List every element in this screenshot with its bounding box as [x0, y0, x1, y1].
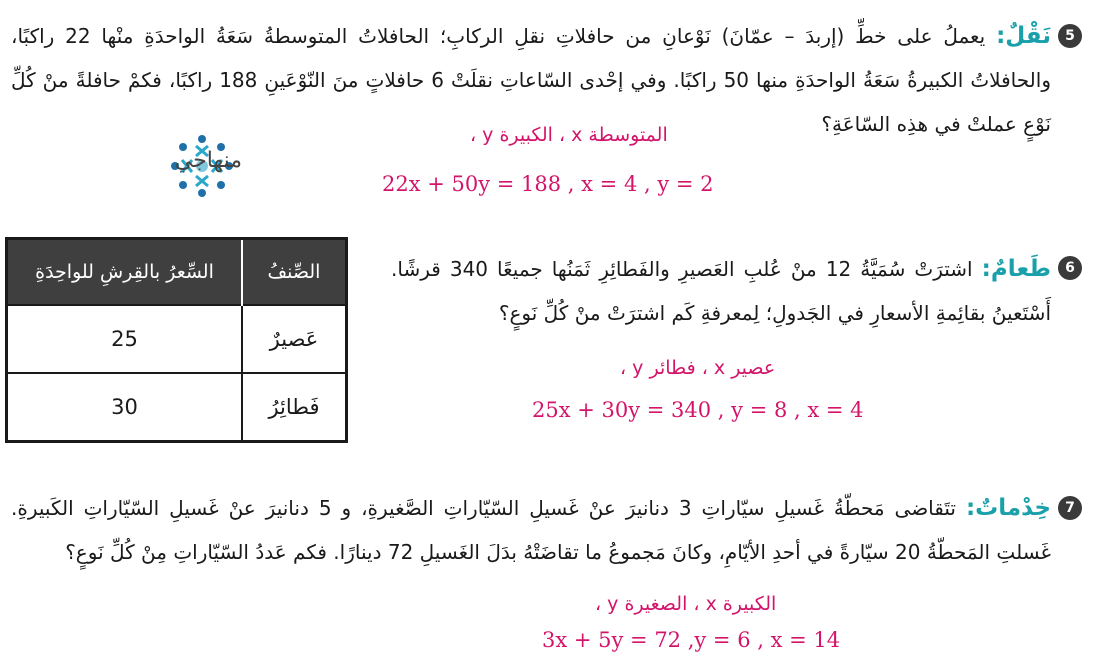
problem-number-badge: 7	[1058, 496, 1082, 520]
problem-6-body: اشترَتْ سُمَيَّةُ 12 منْ عُلبِ العَصيرِ والفَطائِرِ ثَمَنُها جميعًا 340 قرشًا. أَسْتَعينُ بقائِمةِ الأسعارِ في الجَدولِ؛ لِمعرفةِ كَم اشترَتْ منْ كُلِّ نَوعٍ؟	[391, 257, 1051, 325]
problem-7-hint: الكبيرة x ، الصغيرة y ،	[595, 593, 777, 615]
table-row	[7, 373, 347, 442]
problem-5-hint: المتوسطة x ، الكبيرة y ،	[470, 124, 668, 146]
problem-7-text	[11, 486, 1051, 618]
table-row	[7, 305, 347, 373]
problem-6-hint: عصير x ، فطائر y ،	[620, 357, 776, 379]
column-header-item: الصِّنفُ	[242, 239, 347, 306]
problem-7-equation: 3x + 5y = 72 ,y = 6 , x = 14	[542, 628, 841, 652]
problem-7-keyword: خِدْماتٌ:	[965, 495, 1051, 521]
problem-5-equation: 22x + 50y = 188 , x = 4 , y = 2	[382, 172, 714, 196]
table-header-row	[7, 239, 347, 306]
manahiji-logo	[50, 128, 242, 204]
problem-6-keyword: طَعامٌ:	[981, 256, 1051, 282]
item-price-cell: 30	[7, 373, 243, 442]
item-name-cell: فَطائِرُ	[242, 373, 347, 442]
column-header-price: السِّعرُ بالقِرشِ للواحِدَةِ	[7, 239, 243, 306]
problem-5-keyword: نَقْلٌ:	[996, 23, 1051, 49]
problem-7-body: تتَقاضى مَحطّةُ غَسيلِ سيّاراتِ 3 دنانيرَ عنْ غَسيلِ السّيّاراتِ الصَّغيرةِ، و 5 دنانيرَ عنْ غَسيلِ السّيّاراتِ الكَبيرةِ. غَسلتِ المَحطّةُ 20 سيّارةً في أحدِ الأيّامِ، وكانَ مَجموعُ ما تقاضَتْهُ بدَلَ الغَسيلِ 72 دينارًا. فكم عَددُ السّيّاراتِ مِنْ كُلِّ نَوعٍ؟	[11, 496, 1051, 564]
problem-5-body: يعملُ على خطِّ (إربدَ – عمّانَ) نَوْعانِ من حافلاتِ نقلِ الركابِ؛ الحافلاتُ المتوسطةُ سَعَةُ الواحدَةِ منْها 22 راكبًا، والحافلاتُ الكبيرةُ سَعَةُ الواحدَةِ منها 50 راكبًا. وفي إحْدى السّاعاتِ نقلَتْ 6 حافلاتٍ منَ النّوْعَينِ 188 راكبًا، فكمْ حافلةً منْ كُلِّ نَوْعٍ عملتْ في هذِه السّاعَةِ؟	[11, 24, 1051, 136]
problem-6-equation: 25x + 30y = 340 , y = 8 , x = 4	[532, 398, 864, 422]
logo-text: منهاجي	[174, 148, 242, 173]
item-name-cell: عَصيرٌ	[242, 305, 347, 373]
price-table	[5, 237, 348, 443]
problem-number-badge: 6	[1058, 256, 1082, 280]
item-price-cell: 25	[7, 305, 243, 373]
problem-number-badge: 5	[1058, 24, 1082, 48]
